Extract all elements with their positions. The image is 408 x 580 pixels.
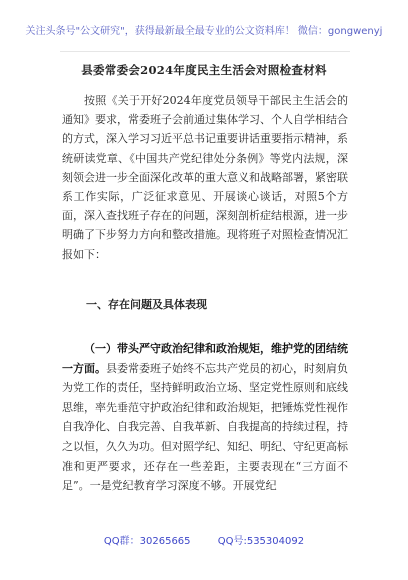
intro-paragraph: 按照《关于开好2024年度党员领导干部民主生活会的通知》要求，常委班子会前通过集体学习、个人自学相结合的方式，深入学习习近平总书记重要讲话重要指示精神，系统研读党章、《中国共产党纪律处分条例》等党内法规，深刻领会进一步全面深化改革的重大意义和战略部署，紧密联系工作实际，广泛征求意见、开展谈心谈话，对照5个方面，深入查找班子存在的问题，深刻剖析症结根源，进一步明确了下步努力方向和整改措施。现将班子对照检查情况汇报如下： (62, 94, 348, 261)
subsection-paragraph (62, 339, 348, 496)
footer-contact (0, 532, 408, 547)
section-heading: 一、存在问题及具体表现 (86, 298, 207, 311)
header-divider (60, 51, 350, 52)
intro-section (62, 91, 348, 264)
footer-qq-number: QQ号:535304092 (217, 536, 305, 547)
document-title: 县委常委会2024年度民主生活会对照检查材料 (81, 63, 327, 77)
subsection-heading: （一）带头严守政治纪律和政治规矩，维护党的团结统一方面。 (62, 342, 348, 375)
subsection-body: 县委常委班子始终不忘共产党员的初心，时刻肩负为党工作的责任，坚持鲜明政治立场、坚定党性原则和底线思维，率先垂范守护政治纪律和政治规矩，把锤炼党性视作自我净化、自我完善、自我革新、自我提高的持续过程，持之以恒，久久为功。但对照学纪、知纪、明纪、守纪更高标准和更严要求，还存在一些差距，主要表现在“三方面不足”。一是党纪教育学习深度不够。开展党纪 (62, 361, 348, 493)
header-promo-note: 关注头条号"公文研究"，获得最新最全最专业的公文资料库！ 微信：gongwenyj (25, 26, 383, 37)
subsection-block (62, 339, 348, 496)
footer-qq-group: QQ群：30265665 (103, 536, 191, 547)
